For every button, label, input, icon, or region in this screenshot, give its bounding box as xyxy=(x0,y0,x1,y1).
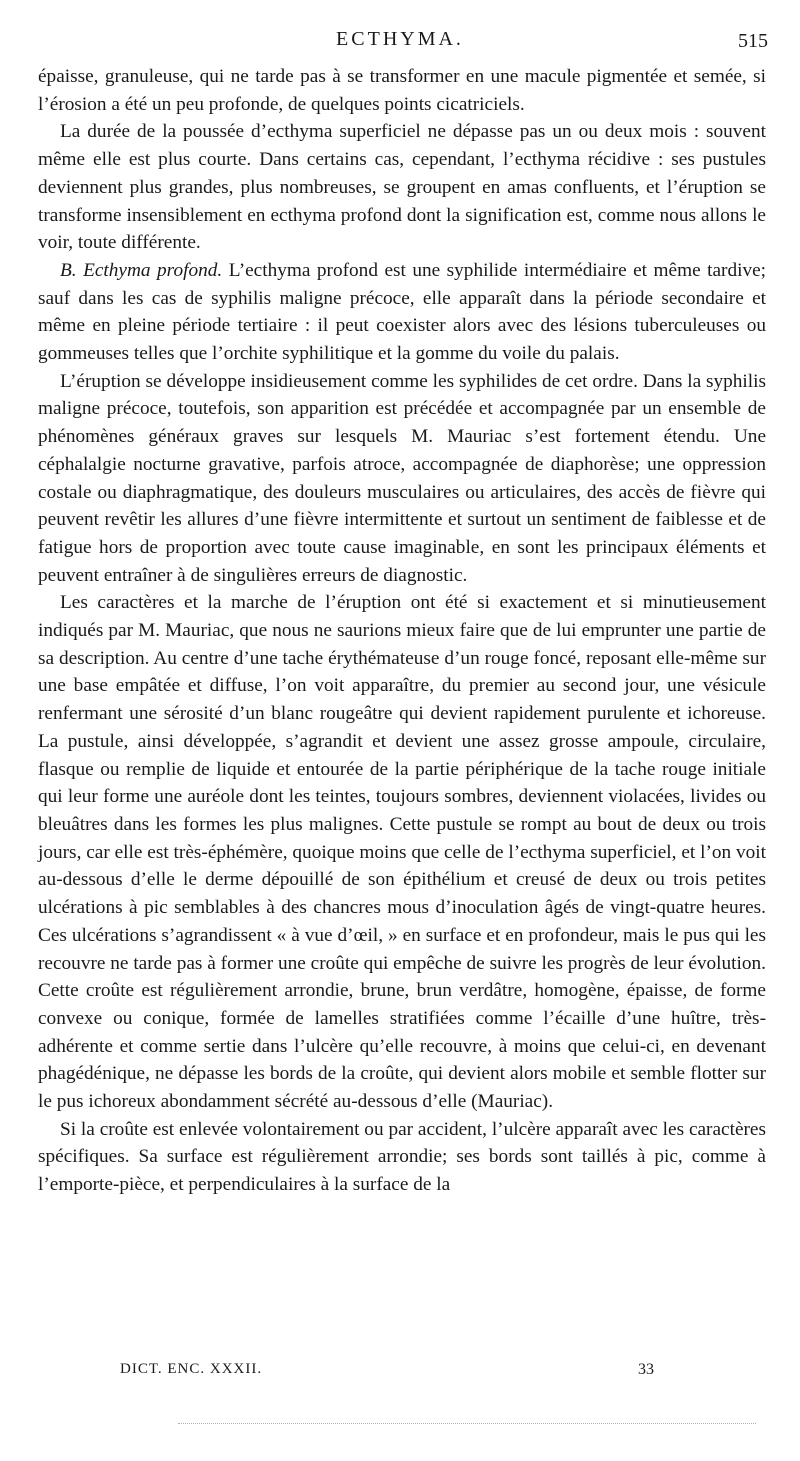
section-heading: B. Ecthyma profond. xyxy=(60,259,223,281)
paragraph-text: L’ecthyma profond est une syphilide intermédiaire et même tardive; sauf dans les cas de syphilis maligne précoce, elle apparaît dans la période secondaire et même en pleine période tertiaire : il peut coexister alors avec des lésions tuberculeuses ou gommeuses telles que l’orchite syphilitique et la gomme du voile du palais. xyxy=(38,259,766,365)
paragraph xyxy=(38,1116,766,1199)
running-title: ECTHYMA. xyxy=(336,28,464,50)
dotted-rule xyxy=(178,1423,756,1426)
paragraph xyxy=(38,63,766,118)
paragraph xyxy=(38,118,766,257)
body-text xyxy=(38,63,766,1199)
signature-mark: DICT. ENC. XXXII. xyxy=(120,1361,263,1377)
paragraph-text: L’éruption se développe insidieusement comme les syphilides de cet ordre. Dans la syphilis maligne précoce, toutefois, son apparition est précédée et accompagnée par un ensemble de phénomènes généraux graves sur lesquels M. Mauriac s’est fortement étendu. Une céphalalgie nocturne gravative, parfois atroce, accompagnée de diaphorèse; une oppression costale ou diaphragmatique, des douleurs musculaires ou articulaires, des accès de fièvre qui peuvent revêtir les allures d’une fièvre intermittente et surtout un sentiment de faiblesse et de fatigue hors de proportion avec toute cause imaginable, en sont les principaux éléments et peuvent entraîner à de singulières erreurs de diagnostic. xyxy=(38,370,766,586)
paragraph-text: Si la croûte est enlevée volontairement ou par accident, l’ulcère apparaît avec les caractères spécifiques. Sa surface est régulièrement arrondie; ses bords sont taillés à pic, comme à l’emporte-pièce, et perpendiculaires à la surface de la xyxy=(38,1118,766,1196)
page-number: 515 xyxy=(738,30,768,52)
paragraph xyxy=(38,368,766,590)
paragraph xyxy=(38,589,766,1115)
paragraph-text: Les caractères et la marche de l’éruption ont été si exactement et si minutieusement indiqués par M. Mauriac, que nous ne saurions mieux faire que de lui emprunter une partie de sa description. Au centre d’une tache érythémateuse d’un rouge foncé, reposant elle-même sur une base empâtée et diffuse, l’on voit apparaître, du premier au second jour, une vésicule renfermant une sérosité d’un blanc rougeâtre qui devient rapidement purulente et ichoreuse. La pustule, ainsi développée, s’agrandit et devient une assez grosse ampoule, circulaire, flasque ou remplie de liquide et entourée de la partie périphérique de la tache rouge initiale qui leur forme une auréole dont les teintes, toujours sombres, deviennent violacées, livides ou bleuâtres dans les formes les plus malignes. Cette pustule se rompt au bout de deux ou trois jours, car elle est très-éphémère, quoique moins que celle de l’ecthyma superficiel, et l’on voit au-dessous d’elle le derme dépouillé de son épithélium et creusé de deux ou trois petites ulcérations à pic semblables à des chancres mous d’inoculation âgés de vingt-quatre heures. Ces ulcérations s’agrandissent « à vue d’œil, » en surface et en profondeur, mais le pus qui les recouvre ne tarde pas à former une croûte qui empêche de suivre les progrès de leur évolution. Cette croûte est régulièrement arrondie, brune, brun verdâtre, homogène, épaisse, de forme convexe ou conique, formée de lamelles stratifiées comme l’écaille d’une huître, très-adhérente et comme sertie dans l’ulcère qu’elle recouvre, à moins que celui-ci, en devenant phagédénique, ne dépasse les bords de la croûte, qui devient alors mobile et semble flotter sur le pus ichoreux abondamment sécrété au-dessous d’elle (Mauriac). xyxy=(38,592,766,1113)
paragraph xyxy=(38,257,766,368)
paragraph-text: La durée de la poussée d’ecthyma superficiel ne dépasse pas un ou deux mois : souvent même elle est plus courte. Dans certains cas, cependant, l’ecthyma récidive : ses pustules deviennent plus grandes, plus nombreuses, se groupent en amas confluents, et l’éruption se transforme insensiblement en ecthyma profond dont la signification est, comme nous allons le voir, toute différente. xyxy=(38,121,766,254)
paragraph-text: épaisse, granuleuse, qui ne tarde pas à se transformer en une macule pigmentée et semée, si l’érosion a été un peu profonde, de quelques points cicatriciels. xyxy=(38,66,766,115)
running-header xyxy=(30,28,770,58)
page-footer xyxy=(120,1361,720,1391)
sheet-number: 33 xyxy=(638,1361,654,1378)
